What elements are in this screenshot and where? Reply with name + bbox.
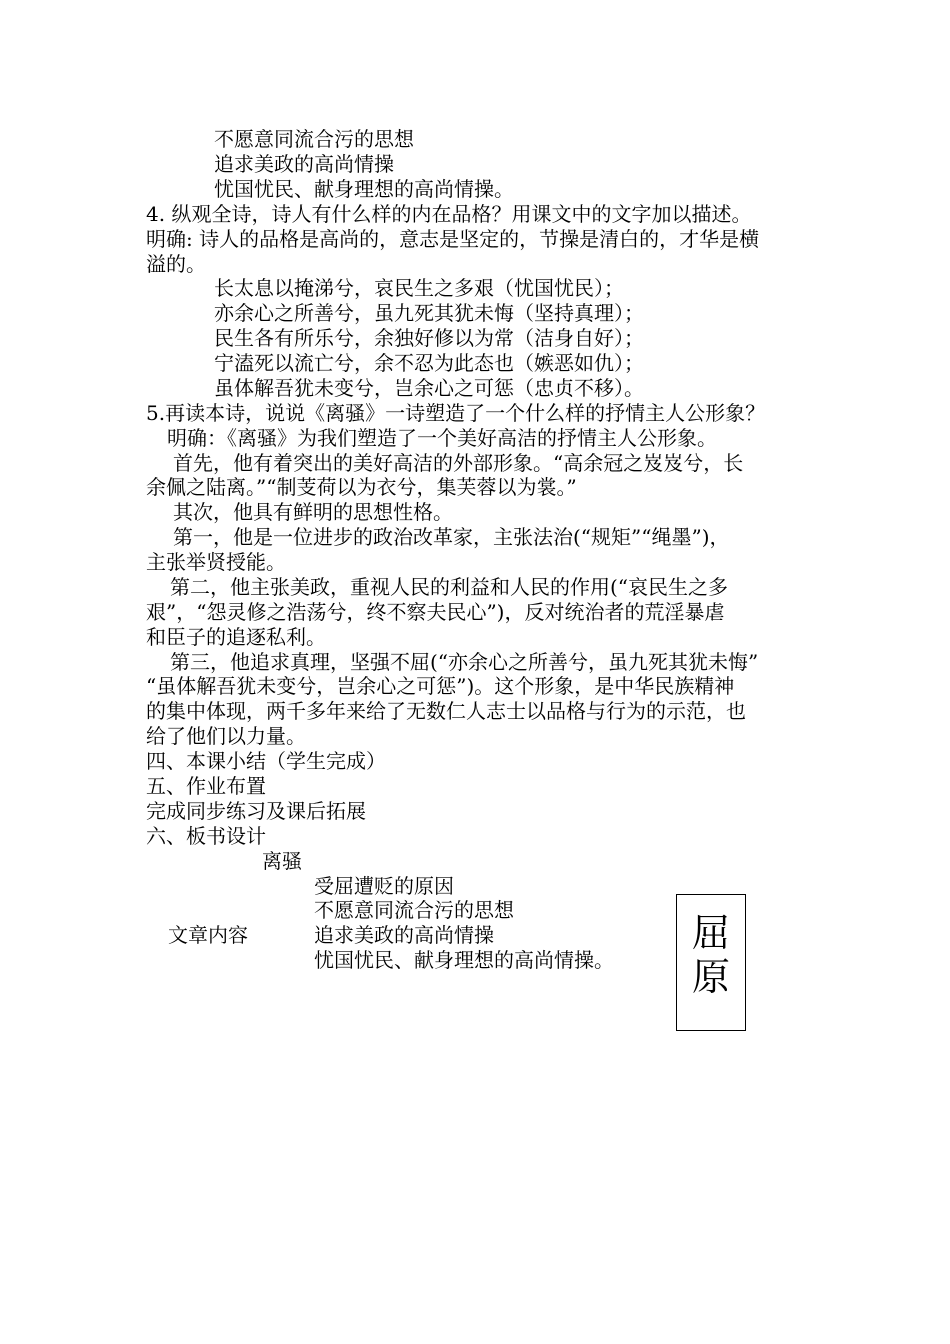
- question-4: 4. 纵观全诗，诗人有什么样的内在品格？用课文中的文字加以描述。: [146, 202, 752, 226]
- section-heading: 五、作业布置: [146, 774, 266, 798]
- paragraph-line: 艰”，“怨灵修之浩荡兮，终不察夫民心”)，反对统治者的荒淫暴虐: [146, 600, 725, 624]
- text-line: 不愿意同流合污的思想: [214, 127, 414, 151]
- board-item: 不愿意同流合污的思想: [314, 898, 514, 922]
- section-heading: 六、板书设计: [146, 824, 266, 848]
- box-char: 屈: [691, 911, 730, 955]
- quote-line: 虽体解吾犹未变兮，岂余心之可惩（忠贞不移）。: [214, 376, 644, 400]
- paragraph-line: 余佩之陆离。”“制芰荷以为衣兮，集芙蓉以为裳。”: [146, 475, 577, 499]
- section-heading: 四、本课小结（学生完成）: [146, 749, 386, 773]
- quote-line: 宁溘死以流亡兮，余不忍为此态也（嫉恶如仇）；: [214, 351, 644, 375]
- answer-text: 明确：《离骚》为我们塑造了一个美好高洁的抒情主人公形象。: [167, 426, 717, 450]
- paragraph-line: 给了他们以力量。: [146, 724, 306, 748]
- board-item: 受屈遭贬的原因: [314, 874, 454, 898]
- question-5: 5.再读本诗，说说《离骚》一诗塑造了一个什么样的抒情主人公形象？: [146, 401, 766, 425]
- paragraph-line: 的集中体现，两千多年来给了无数仁人志士以品格与行为的示范，也: [146, 699, 746, 723]
- board-name-box: [676, 894, 746, 1031]
- answer-text: 溢的。: [146, 252, 206, 276]
- paragraph-line: “虽体解吾犹未变兮，岂余心之可惩”)。这个形象，是中华民族精神: [146, 674, 735, 698]
- paragraph-line: 第二，他主张美政，重视人民的利益和人民的作用(“哀民生之多: [170, 575, 729, 599]
- homework-text: 完成同步练习及课后拓展: [146, 799, 366, 823]
- paragraph-line: 第一，他是一位进步的政治改革家，主张法治(“规矩”“绳墨”)，: [173, 525, 730, 549]
- answer-text: 明确: 诗人的品格是高尚的，意志是坚定的，节操是清白的，才华是横: [146, 227, 760, 251]
- paragraph-line: 第三，他追求真理，坚强不屈(“亦余心之所善兮，虽九死其犹未悔”: [170, 650, 759, 674]
- board-item: 追求美政的高尚情操: [314, 923, 494, 947]
- quote-line: 亦余心之所善兮，虽九死其犹未悔（坚持真理）；: [214, 301, 644, 325]
- quote-line: 长太息以掩涕兮，哀民生之多艰（忧国忧民）；: [214, 276, 624, 300]
- text-line: 忧国忧民、献身理想的高尚情操。: [214, 177, 514, 201]
- paragraph-line: 主张举贤授能。: [146, 550, 286, 574]
- quote-line: 民生各有所乐兮，余独好修以为常（洁身自好）；: [214, 326, 644, 350]
- board-title: 离骚: [262, 849, 302, 873]
- board-left-label: 文章内容: [168, 923, 248, 947]
- text-line: 追求美政的高尚情操: [214, 152, 394, 176]
- paragraph-line: 和臣子的追逐私利。: [146, 625, 326, 649]
- box-char: 原: [691, 955, 730, 999]
- board-item: 忧国忧民、献身理想的高尚情操。: [314, 948, 614, 972]
- paragraph-line: 首先，他有着突出的美好高洁的外部形象。“高余冠之岌岌兮，长: [173, 451, 744, 475]
- paragraph-line: 其次，他具有鲜明的思想性格。: [173, 500, 453, 524]
